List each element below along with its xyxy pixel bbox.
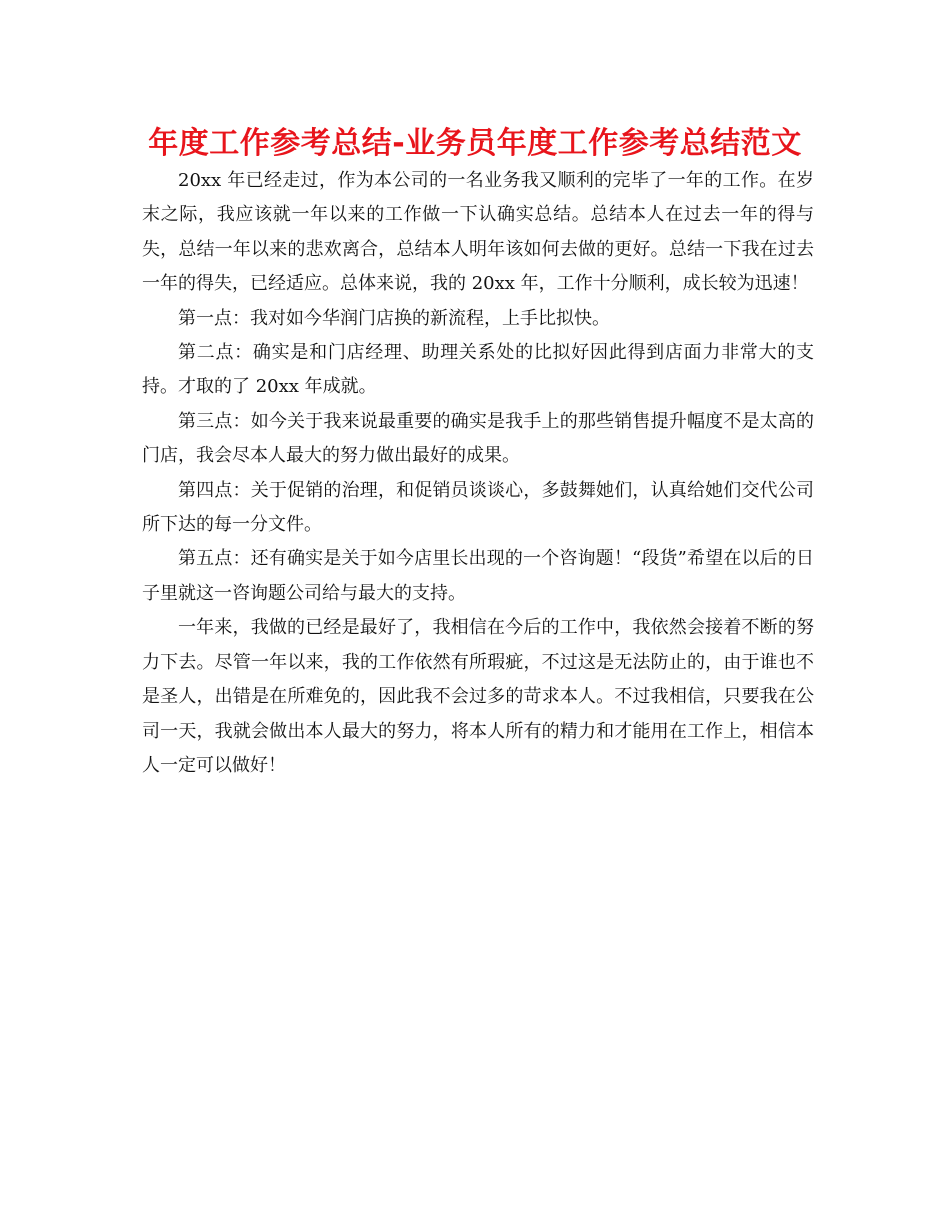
paragraph-point-1: 第一点：我对如今华润门店换的新流程，上手比拟快。: [178, 307, 610, 329]
paragraph-point-5: 第五点：还有确实是关于如今店里长出现的一个咨询题！“段货”希望在以后的日子里就这一咨询题公司给与最大的支持。: [142, 548, 814, 604]
document-title: 年度工作参考总结-业务员年度工作参考总结范文: [148, 126, 802, 161]
paragraph-point-2: 第二点：确实是和门店经理、助理关系处的比拟好因此得到店面力非常大的支持。才取的了 20xx 年成就。: [142, 342, 814, 398]
paragraph-intro: 20xx 年已经走过，作为本公司的一名业务我又顺利的完毕了一年的工作。在岁末之际，我应该就一年以来的工作做一下认确实总结。总结本人在过去一年的得与失，总结一年以来的悲欢离合，总结本人明年该如何去做的更好。总结一下我在过去一年的得失，已经适应。总体来说，我的 20xx 年，工作十分顺利，成长较为迅速！: [142, 170, 814, 295]
paragraph-conclusion: 一年来，我做的已经是最好了，我相信在今后的工作中，我依然会接着不断的努力下去。尽管一年以来，我的工作依然有所瑕疵，不过这是无法防止的，由于谁也不是圣人，出错是在所难免的，因此我不会过多的苛求本人。不过我相信，只要我在公司一天，我就会做出本人最大的努力，将本人所有的精力和才能用在工作上，相信本人一定可以做好！: [142, 617, 814, 776]
paragraph-point-3: 第三点：如今关于我来说最重要的确实是我手上的那些销售提升幅度不是太高的门店，我会尽本人最大的努力做出最好的成果。: [142, 410, 814, 467]
paragraph-point-4: 第四点：关于促销的治理，和促销员谈谈心，多鼓舞她们，认真给她们交代公司所下达的每一分文件。: [142, 479, 814, 536]
document-body: [142, 164, 814, 783]
